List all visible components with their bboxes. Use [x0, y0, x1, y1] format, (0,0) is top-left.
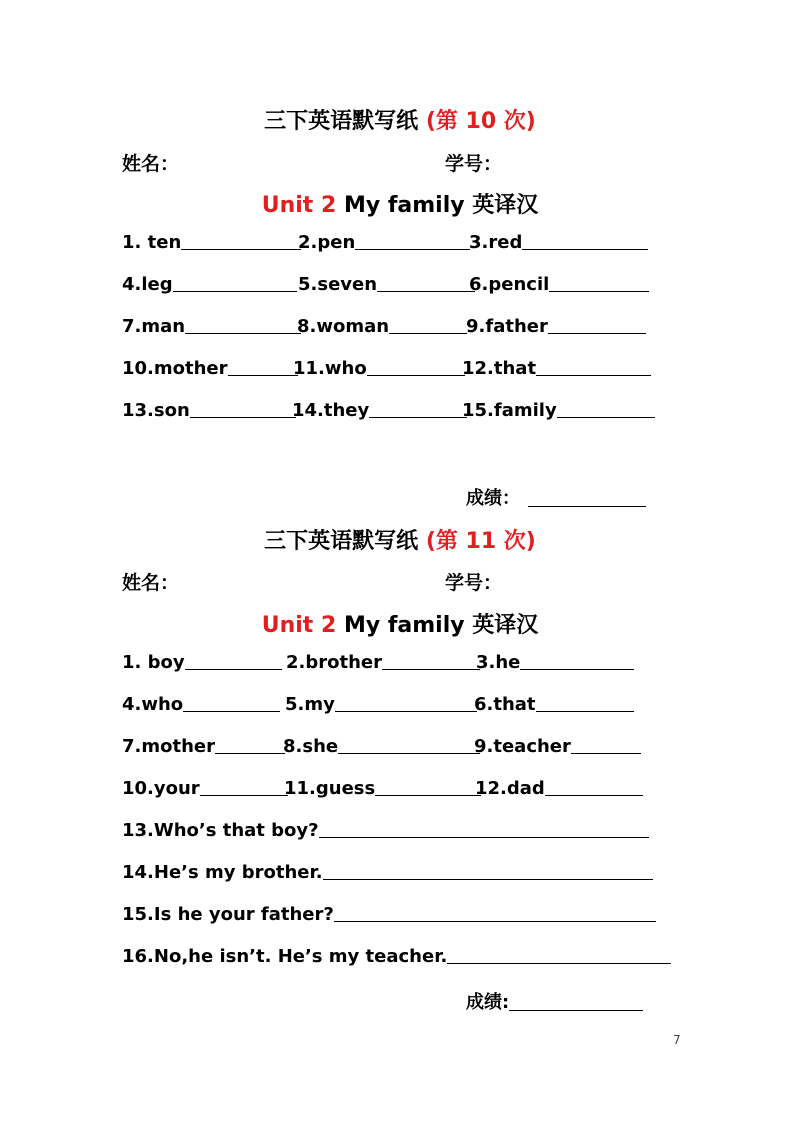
answer-line[interactable] [338, 752, 480, 754]
answer-line[interactable] [183, 710, 280, 712]
sheet1-item: 10.mother [122, 358, 298, 379]
answer-line[interactable] [536, 710, 634, 712]
answer-line[interactable] [382, 668, 480, 670]
sheet1-item: 6.pencil [469, 274, 649, 295]
sheet2-title-count: (第 11 次) [425, 529, 536, 554]
sheet2-sentence: 15.Is he your father? [122, 904, 656, 925]
answer-line[interactable] [545, 794, 643, 796]
sheet2-item: 6.that [474, 694, 634, 715]
score-line[interactable] [509, 1009, 643, 1011]
sheet1-title [0, 104, 800, 135]
sheet2-item: 9.teacher [474, 736, 641, 757]
answer-line[interactable] [185, 668, 282, 670]
sheet1-name-label: 姓名： [122, 153, 180, 175]
sheet2-item: 10.your [122, 778, 288, 799]
answer-line[interactable] [536, 374, 651, 376]
sheet1-unit-red: Unit 2 [261, 193, 337, 218]
sheet2-item: 7.mother [122, 736, 285, 757]
sheet2-item: 5.my [285, 694, 477, 715]
answer-line[interactable] [367, 374, 465, 376]
answer-line[interactable] [571, 752, 641, 754]
sheet2-sentence: 13.Who’s that boy? [122, 820, 649, 841]
answer-line[interactable] [375, 794, 481, 796]
sheet1-item: 13.son [122, 400, 296, 421]
sheet2-item: 3.he [476, 652, 634, 673]
answer-line[interactable] [522, 248, 648, 250]
sheet1-unit-heading [0, 188, 800, 219]
sheet1-item: 5.seven [298, 274, 475, 295]
sheet2-item: 1. boy [122, 652, 282, 673]
answer-line[interactable] [389, 332, 467, 334]
sheet2-sentence: 14.He’s my brother. [122, 862, 653, 883]
sheet1-item: 1. ten [122, 232, 301, 253]
sheet2-item: 8.she [283, 736, 480, 757]
sheet1-score [466, 484, 646, 510]
sheet1-item: 9.father [466, 316, 646, 337]
sheet2-sentence: 16.No,he isn’t. He’s my teacher. [122, 946, 671, 967]
sheet2-unit-red: Unit 2 [261, 613, 337, 638]
answer-line[interactable] [228, 374, 298, 376]
sheet2-item: 4.who [122, 694, 280, 715]
sheet1-title-main: 三下英语默写纸 [264, 109, 419, 134]
sheet2-item: 12.dad [475, 778, 643, 799]
sheet1-item: 15.family [462, 400, 655, 421]
page-number: 7 [673, 1033, 681, 1047]
answer-line[interactable] [520, 668, 634, 670]
answer-line[interactable] [447, 962, 671, 964]
answer-line[interactable] [200, 794, 288, 796]
sheet1-item: 11.who [293, 358, 465, 379]
answer-line[interactable] [181, 248, 301, 250]
answer-line[interactable] [173, 290, 297, 292]
sheet1-unit-rest: My family 英译汉 [336, 193, 539, 218]
sheet2-score-label: 成绩: [466, 992, 510, 1013]
sheet1-id-label: 学号： [445, 153, 503, 175]
answer-line[interactable] [549, 290, 649, 292]
sheet2-item: 11.guess [284, 778, 481, 799]
score-line[interactable] [528, 505, 646, 507]
answer-line[interactable] [377, 290, 475, 292]
sheet2-title [0, 524, 800, 555]
answer-line[interactable] [185, 332, 301, 334]
sheet2-unit-heading [0, 608, 800, 639]
sheet1-score-label: 成绩： [466, 488, 520, 509]
sheet1-item: 8.woman [297, 316, 467, 337]
sheet2-name-label: 姓名： [122, 572, 180, 594]
answer-line[interactable] [319, 836, 649, 838]
sheet1-item: 7.man [122, 316, 301, 337]
answer-line[interactable] [323, 878, 653, 880]
sheet2-unit-rest: My family 英译汉 [336, 613, 539, 638]
sheet2-item: 2.brother [286, 652, 480, 673]
answer-line[interactable] [215, 752, 285, 754]
sheet1-title-count: (第 10 次) [425, 109, 536, 134]
sheet1-item: 12.that [462, 358, 651, 379]
answer-line[interactable] [335, 710, 477, 712]
sheet1-item: 2.pen [298, 232, 470, 253]
answer-line[interactable] [190, 416, 296, 418]
answer-line[interactable] [355, 248, 470, 250]
sheet2-title-main: 三下英语默写纸 [264, 529, 419, 554]
sheet2-id-label: 学号： [445, 572, 503, 594]
answer-line[interactable] [548, 332, 646, 334]
answer-line[interactable] [369, 416, 467, 418]
sheet2-score [466, 988, 643, 1014]
sheet1-item: 14.they [292, 400, 467, 421]
sheet1-item: 4.leg [122, 274, 297, 295]
sheet1-item: 3.red [469, 232, 648, 253]
answer-line[interactable] [334, 920, 656, 922]
answer-line[interactable] [557, 416, 655, 418]
